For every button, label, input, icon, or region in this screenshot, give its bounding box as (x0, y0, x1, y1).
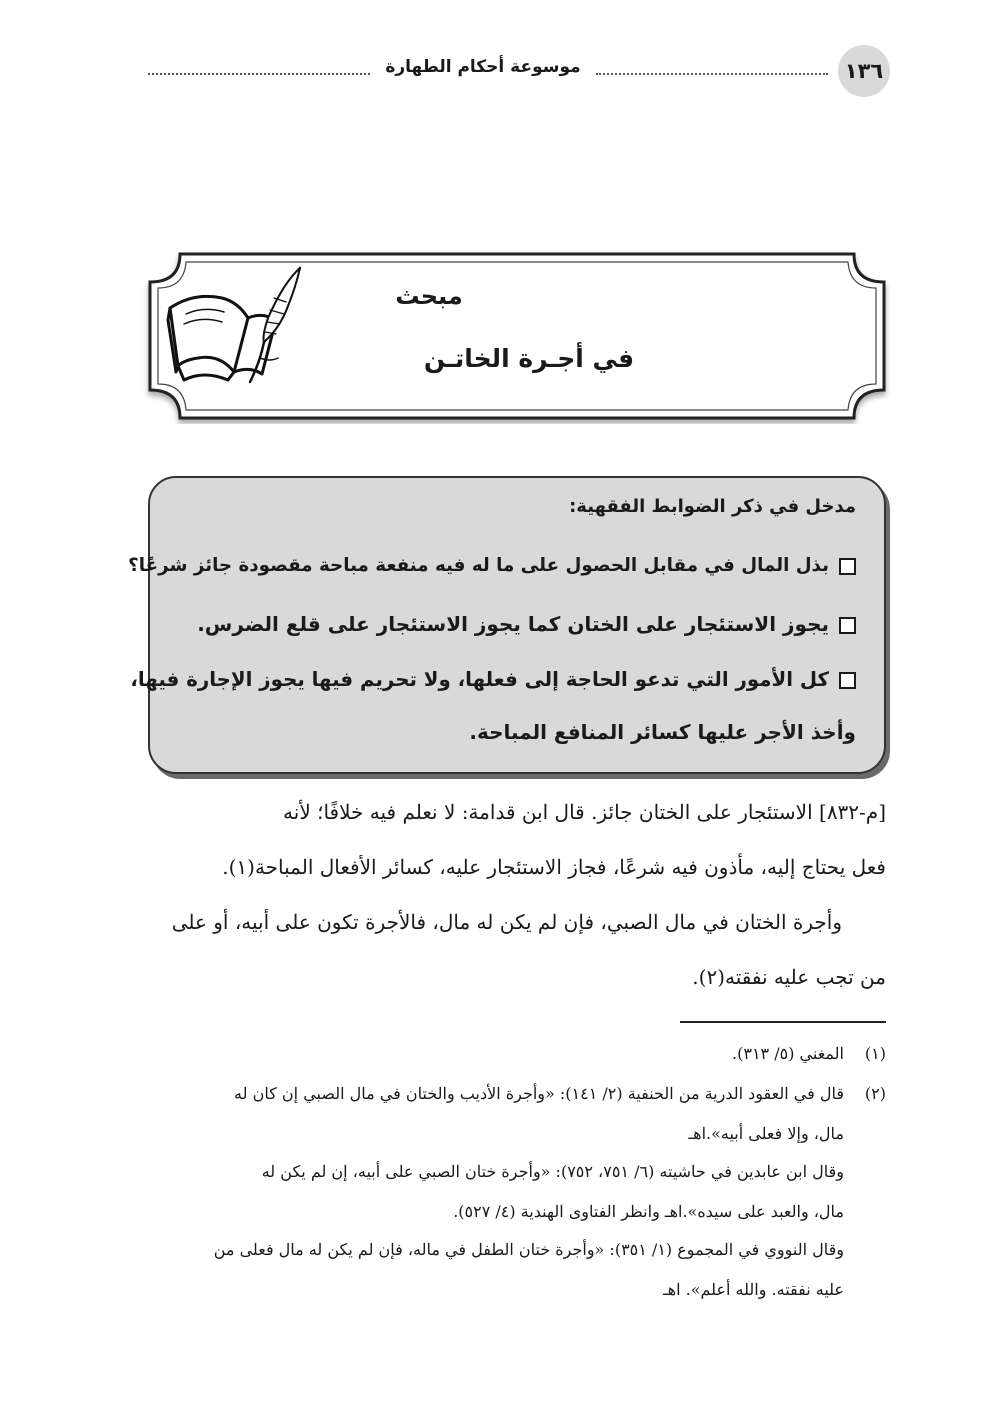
rule-item (130, 654, 856, 706)
rule-text: يجوز الاستئجار على الختان كما يجوز الاستئجار على قلع الضرس. (197, 612, 829, 636)
rules-heading: مدخل في ذكر الضوابط الفقهية: (569, 496, 856, 517)
rule-text: كل الأمور التي تدعو الحاجة إلى فعلها، ولا تحريم فيها يجوز الإجارة فيها، (130, 668, 829, 691)
rule-item-continuation: وأخذ الأجر عليها كسائر المنافع المباحة. (469, 720, 856, 744)
checkbox-icon (839, 672, 856, 689)
footnote-text: عليه نفقته. والله أعلم». اهـ (662, 1280, 844, 1299)
footnote-text: المغني (٥/ ٣١٣). (732, 1044, 844, 1063)
footnote-text: قال في العقود الدرية من الحنفية (٢/ ١٤١): «وأجرة الأديب والختان في مال الصبي إن كان له (234, 1084, 844, 1103)
footnote-number: (١) (864, 1044, 886, 1063)
book-title: موسوعة أحكام الطهارة (385, 57, 581, 77)
rule-item (128, 540, 856, 592)
book-quill-icon (164, 262, 310, 390)
jurisprudence-rules-box (128, 476, 886, 774)
checkbox-icon (839, 617, 856, 634)
footnote-text: وقال النووي في المجموع (١/ ٣٥١): «وأجرة ختان الطفل في ماله، فإن لم يكن له مال فعلى من (213, 1240, 844, 1259)
body-line: فعل يحتاج إليه، مأذون فيه شرعًا، فجاز الاستئجار عليه، كسائر الأفعال المباحة(١). (222, 855, 886, 879)
body-line: [م-٨٣٢] الاستئجار على الختان جائز. قال ابن قدامة: لا نعلم فيه خلافًا؛ لأنه (283, 800, 886, 824)
page-number: ١٣٦ (838, 45, 890, 97)
chapter-title: في أجـرة الخاتـن (423, 344, 635, 373)
chapter-label: مبحث (395, 282, 463, 310)
checkbox-icon (839, 558, 856, 575)
body-line: وأجرة الختان في مال الصبي، فإن لم يكن له مال، فالأجرة تكون على أبيه، أو على (171, 910, 842, 934)
footnote-number: (٢) (864, 1084, 886, 1103)
header-dotted-rule-right (596, 73, 828, 75)
footnote-text: وقال ابن عابدين في حاشيته (٦/ ٧٥١، ٧٥٢): «وأجرة ختان الصبي على أبيه، إن لم يكن له (261, 1162, 844, 1181)
body-line: من تجب عليه نفقته(٢). (692, 965, 886, 989)
footnote-text: مال، والعبد على سيده».اهـ وانظر الفتاوى الهندية (٤/ ٥٢٧). (453, 1202, 844, 1221)
footnote-separator (680, 1021, 886, 1023)
rule-text: بذل المال في مقابل الحصول على ما له فيه منفعة مباحة مقصودة جائز شرعًا؟ (128, 555, 829, 576)
rule-item (197, 598, 856, 650)
running-header (140, 45, 890, 97)
footnote-text: مال، وإلا فعلى أبيه».اهـ (688, 1124, 844, 1143)
header-dotted-rule-left (148, 73, 370, 75)
